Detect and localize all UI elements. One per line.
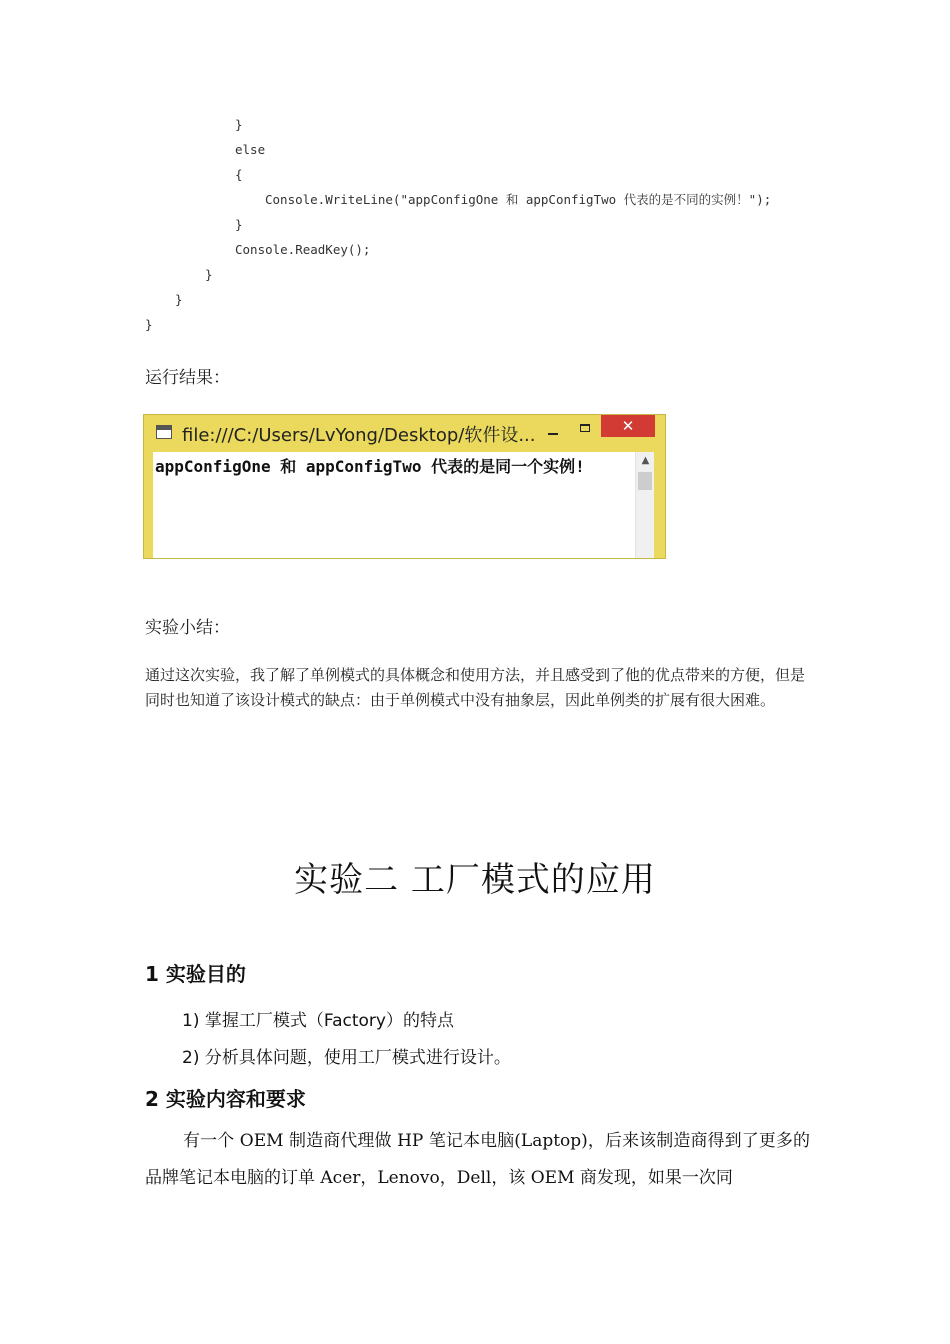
- console-title: file:///C:/Users/LvYong/Desktop/软件设...: [182, 425, 536, 446]
- list-item: 2) 分析具体问题，使用工厂模式进行设计。: [182, 1048, 511, 1068]
- close-icon: ✕: [621, 417, 635, 435]
- body-paragraph: 有一个 OEM 制造商代理做 HP 笔记本电脑(Laptop)，后来该制造商得到了更多的品牌笔记本电脑的订单 Acer，Lenovo，Dell，该 OEM 商发现，如果一次同: [145, 1131, 810, 1188]
- chapter-title: 实验二 工厂模式的应用: [294, 860, 656, 900]
- code-line: }: [145, 317, 153, 332]
- code-line: }: [175, 292, 183, 307]
- console-window: [143, 414, 666, 559]
- code-line: {: [235, 167, 243, 182]
- run-result-label: 运行结果：: [145, 368, 230, 388]
- scroll-thumb[interactable]: [638, 472, 652, 490]
- console-app-icon: [156, 425, 172, 439]
- code-line: Console.WriteLine("appConfigOne 和 appConfigTwo 代表的是不同的实例！");: [265, 192, 772, 207]
- scroll-up-arrow-icon[interactable]: ▲: [641, 455, 650, 466]
- summary-label: 实验小结：: [145, 618, 230, 638]
- console-output-area: [153, 452, 654, 558]
- section-heading-purpose: 1 实验目的: [145, 962, 246, 986]
- code-line: }: [205, 267, 213, 282]
- summary-text: 通过这次实验，我了解了单例模式的具体概念和使用方法，并且感受到了他的优点带来的方便，但是同时也知道了该设计模式的缺点：由于单例模式中没有抽象层，因此单例类的扩展有很大困难。: [145, 666, 806, 709]
- code-line: }: [235, 117, 243, 132]
- close-button[interactable]: [601, 415, 655, 437]
- section-heading-content: 2 实验内容和要求: [145, 1087, 306, 1111]
- console-titlebar[interactable]: [144, 415, 665, 451]
- code-line: }: [235, 217, 243, 232]
- minimize-button[interactable]: [544, 421, 562, 441]
- code-line: Console.ReadKey();: [235, 242, 371, 257]
- maximize-button[interactable]: [576, 421, 594, 441]
- list-item: 1) 掌握工厂模式（Factory）的特点: [182, 1011, 454, 1031]
- code-line: else: [235, 142, 266, 157]
- vertical-scrollbar[interactable]: [635, 452, 654, 558]
- console-output-text: appConfigOne 和 appConfigTwo 代表的是同一个实例!: [155, 457, 585, 476]
